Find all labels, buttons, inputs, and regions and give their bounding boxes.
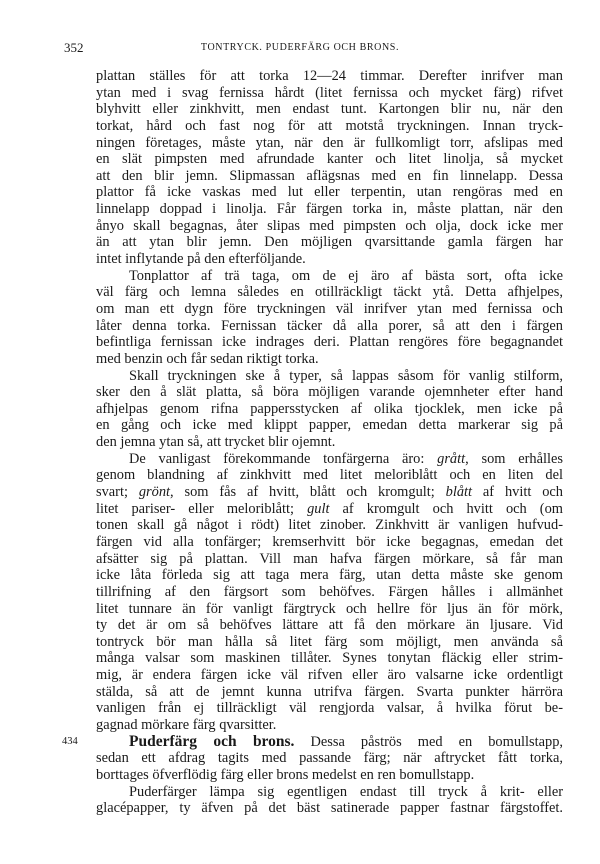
- text-line: [96, 101, 563, 118]
- text-line: [96, 567, 563, 584]
- text-line: [96, 584, 563, 601]
- italic-term: blått: [445, 484, 473, 501]
- text-line: [96, 251, 563, 268]
- text-segment: litet pariser- eller meloriblått;: [96, 500, 308, 517]
- text-line: [96, 218, 563, 235]
- text-line: [96, 318, 563, 335]
- text-line: [96, 334, 563, 351]
- text-line: [96, 551, 563, 568]
- italic-term: grått: [437, 450, 466, 467]
- text-line: [96, 501, 563, 518]
- text-segment: gagnad mörkare färg qvarsitter.: [96, 716, 277, 733]
- italic-term: grönt: [138, 484, 171, 501]
- text-segment: Skall tryckningen ske å typer, så lappas såsom för vanlig stilform,: [129, 367, 563, 384]
- text-line: [62, 732, 563, 751]
- text-segment: att den blir jemn. Slipmassan aflägsnas med en fin linnelapp. Dessa: [96, 167, 563, 184]
- text-line: [96, 650, 563, 667]
- text-segment: intet inflytande på den efterföljande.: [96, 251, 306, 268]
- text-segment: en slät pimpsten med afrundade kanter och litet linolja, så mycket: [96, 151, 563, 168]
- text-segment: tontryck bör man hålla så litet färg som möjligt, men använda så: [96, 633, 563, 650]
- text-segment: icke låta förleda sig att taga mera färg, utan detta måste ske genom: [96, 567, 563, 584]
- text-line: [96, 667, 563, 684]
- text-segment: glacépapper, ty äfven på det bäst satinerade papper fastnar färgstoffet.: [96, 800, 563, 817]
- text-line: [96, 617, 563, 634]
- text-segment: Puderfärger lämpa sig egentligen endast till tryck å krit- eller: [129, 783, 563, 800]
- text-segment: ningen företages, måste ytan, när den är fullkomligt torr, afslipas med: [96, 134, 563, 151]
- body-text: [62, 68, 563, 817]
- text-line: [96, 750, 563, 767]
- text-line: [96, 85, 563, 102]
- italic-term: gult: [307, 500, 330, 517]
- text-segment: än att ytan blir jemn. Den möjligen qvarsittande gamla färgen har: [96, 234, 563, 251]
- text-line: [96, 784, 563, 801]
- text-line: [96, 634, 563, 651]
- text-segment: tonen skall gå något i rödt) litet zinober. Zinkhvitt är vanligen hufvud-: [96, 517, 563, 534]
- text-line: [96, 201, 563, 218]
- text-segment: den jemna ytan så, att trycket blir ojemnt.: [96, 434, 336, 451]
- text-segment: af hvitt och: [472, 484, 563, 501]
- text-line: [96, 484, 563, 501]
- text-segment: många valsar som maskinen tillåter. Synes tonytan fläckig eller strim-: [96, 650, 563, 667]
- text-segment: afhjelpas genom rifna pappersstycken af olika tjocklek, men icke på: [96, 400, 563, 417]
- text-segment: en gång och icke med klippt papper, emedan detta markerar sig på: [96, 417, 563, 434]
- text-segment: plattan ställes för att torka 12—24 timmar. Derefter inrifver man: [96, 68, 563, 84]
- text-segment: mig, är endera färgen icke väl rifven eller äro valsarne icke ordentligt: [96, 667, 563, 684]
- text-segment: , som fås af hvitt, blått och kromgult;: [170, 484, 446, 501]
- text-segment: tillrifning af den färgsort som behöfves. Färgen hålles i allmänhet: [96, 583, 563, 600]
- text-segment: om man ett dygn före tryckningen väl inrifver ytan med fernissa och: [96, 300, 563, 317]
- text-line: [96, 351, 563, 368]
- running-header: TONTRYCK. PUDERFÄRG OCH BRONS.: [200, 42, 400, 53]
- text-segment: låter denna torka. Fernissan täcker då alla porer, så att den i färgen: [96, 317, 563, 334]
- text-segment: sedan ett afdrag tagits med passande färg; när aftrycket fått torka,: [96, 750, 563, 767]
- text-line: [96, 717, 563, 734]
- text-segment: , som erhålles: [465, 450, 563, 467]
- text-segment: borttages öfverflödig färg eller brons medelst en ren bomullstapp.: [96, 766, 475, 783]
- text-segment: väl färg och lemna således en otillräckligt täckt ytå. Detta afhjelpes,: [96, 284, 563, 301]
- text-line: [96, 301, 563, 318]
- text-line: [96, 234, 563, 251]
- text-segment: litet tunnare än för vanligt färgtryck och hellre för ljus än för mörk,: [96, 600, 563, 617]
- text-line: [96, 417, 563, 434]
- text-segment: stälda, så att de jemnt kunna utrifva färgen. Svarta punkter härröra: [96, 683, 563, 700]
- text-line: [96, 684, 563, 701]
- text-segment: af kromgult och hvitt och (om: [329, 500, 563, 517]
- text-segment: färgen vid alla tonfärger; kremserhvitt bör icke begagnas, emedan det: [96, 533, 563, 550]
- text-line: [96, 118, 563, 135]
- text-segment: ånyo skall begagnas, åter slipas med pimpsten och olja, dock icke mer: [96, 217, 563, 234]
- text-line: [96, 268, 563, 285]
- text-line: [96, 151, 563, 168]
- text-segment: ytan med i svag fernissa hårdt (litet fernissa och mycket färg) rifvet: [96, 84, 563, 101]
- text-segment: sker den å slät platta, så böra möjligen varande ojemnheter efter hand: [96, 384, 563, 401]
- section-heading: Puderfärg och brons.: [129, 732, 295, 750]
- text-line: [96, 517, 563, 534]
- text-line: [96, 601, 563, 618]
- text-line: [96, 284, 563, 301]
- text-segment: ty det är om så behöfves lättare att få den mörkare än ljusare. Vid: [96, 617, 563, 634]
- text-line: [96, 767, 563, 784]
- text-line: [96, 401, 563, 418]
- text-segment: plattor få icke vaskas med lut eller terpentin, utan rengöras med en: [96, 184, 563, 201]
- text-segment: De vanligast förekommande tonfärgerna äro:: [129, 450, 438, 467]
- text-segment: Dessa påströs med en bomullstapp,: [294, 733, 563, 750]
- page-number: 352: [64, 40, 84, 55]
- text-line: [96, 700, 563, 717]
- text-line: [96, 384, 563, 401]
- text-line: [96, 184, 563, 201]
- text-segment: blyhvitt eller zinkhvitt, men endast tunt. Kartongen blir nu, när den: [96, 101, 563, 118]
- text-segment: svart;: [96, 484, 139, 501]
- text-line: [96, 68, 563, 85]
- text-line: [96, 368, 563, 385]
- text-segment: vanligen från ej tillräckligt väl rengjorda valsar, å hvilka förut be-: [96, 700, 563, 717]
- text-line: [96, 800, 563, 817]
- text-segment: torkat, hård och fast nog för att motstå tryckningen. Innan tryck-: [96, 117, 563, 134]
- text-segment: Tonplattor af trä taga, om de ej äro af bästa sort, ofta icke: [129, 267, 563, 284]
- text-line: [96, 534, 563, 551]
- text-line: [96, 451, 563, 468]
- text-segment: befintliga fernissan icke indrages deri. Plattan rengöres före begagnandet: [96, 334, 563, 351]
- text-line: [96, 135, 563, 152]
- text-segment: afsätter sig på plattan. Vill man hafva färgen mörkare, så får man: [96, 550, 563, 567]
- text-segment: linnelapp doppad i linolja. Får färgen torka in, måste plattan, när den: [96, 201, 563, 218]
- text-line: [96, 434, 563, 451]
- text-line: [96, 467, 563, 484]
- text-segment: genom blandning af zinkhvitt med litet meloriblått och en liten del: [96, 467, 563, 484]
- text-segment: med benzin och får sedan riktigt torka.: [96, 350, 319, 367]
- margin-section-number: 434: [62, 735, 78, 747]
- text-line: [96, 168, 563, 185]
